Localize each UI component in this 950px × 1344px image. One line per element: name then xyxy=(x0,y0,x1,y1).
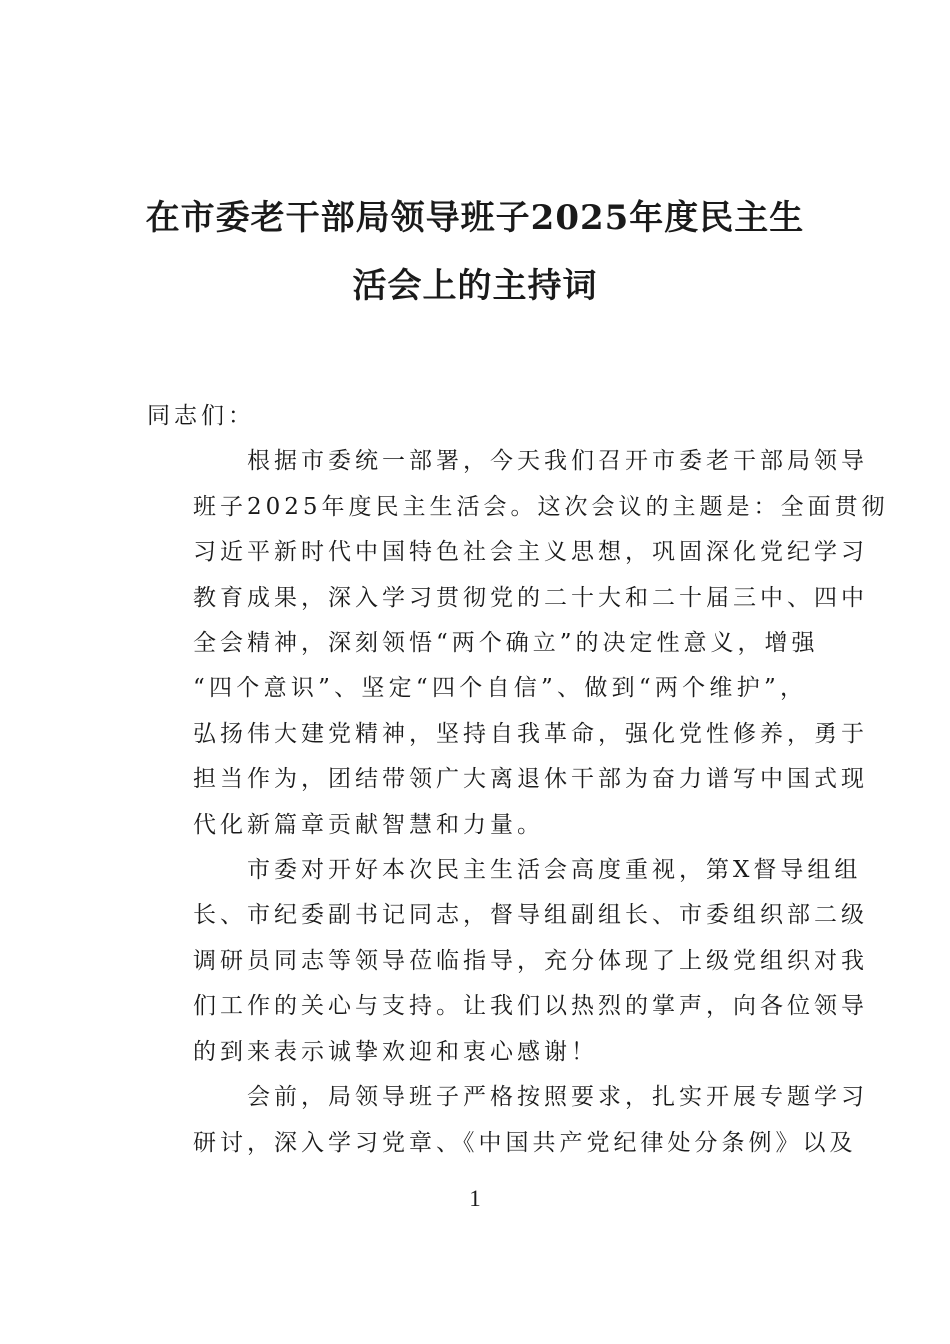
paragraph-1 xyxy=(147,439,889,848)
paragraph-line: 根据市委统一部署，今天我们召开市委老干部局领导 xyxy=(247,448,868,475)
document-title-line-1: 在市委老干部局领导班子2025年度民主生 xyxy=(145,198,805,238)
paragraph-line: 弘扬伟大建党精神，坚持自我革命，强化党性修养，勇于 xyxy=(193,720,868,747)
paragraph-line: 班子2025年度民主生活会。这次会议的主题是：全面贯彻 xyxy=(193,493,889,520)
paragraph-line: 会前，局领导班子严格按照要求，扎实开展专题学习 xyxy=(247,1084,868,1111)
paragraph-2 xyxy=(147,848,868,1075)
document-body xyxy=(147,394,889,1166)
page-number: 1 xyxy=(469,1186,481,1211)
paragraph-line: 教育成果，深入学习贯彻党的二十大和二十届三中、四中 xyxy=(193,584,868,611)
paragraph-line: 调研员同志等领导莅临指导，充分体现了上级党组织对我 xyxy=(193,947,868,974)
document-title-line-2: 活会上的主持词 xyxy=(352,266,598,306)
paragraph-line: 们工作的关心与支持。让我们以热烈的掌声，向各位领导 xyxy=(193,993,868,1020)
paragraph-3 xyxy=(147,1075,868,1166)
paragraph-line: 长、市纪委副书记同志，督导组副组长、市委组织部二级 xyxy=(193,902,868,929)
paragraph-line: 代化新篇章贡献智慧和力量。 xyxy=(193,811,544,838)
greeting: 同志们： xyxy=(147,403,255,429)
paragraph-line: “四个意识”、坚定“四个自信”、做到“两个维护”， xyxy=(193,675,807,702)
paragraph-line: 全会精神，深刻领悟“两个确立”的决定性意义，增强 xyxy=(193,630,819,657)
paragraph-line: 研讨，深入学习党章、《中国共产党纪律处分条例》以及 xyxy=(193,1129,857,1156)
paragraph-line: 担当作为，团结带领广大离退休干部为奋力谱写中国式现 xyxy=(193,766,868,793)
paragraph-line: 习近平新时代中国特色社会主义思想，巩固深化党纪学习 xyxy=(193,539,868,566)
paragraph-line: 市委对开好本次民主生活会高度重视，第X督导组组 xyxy=(247,857,862,884)
paragraph-line: 的到来表示诚挚欢迎和衷心感谢！ xyxy=(193,1038,598,1065)
